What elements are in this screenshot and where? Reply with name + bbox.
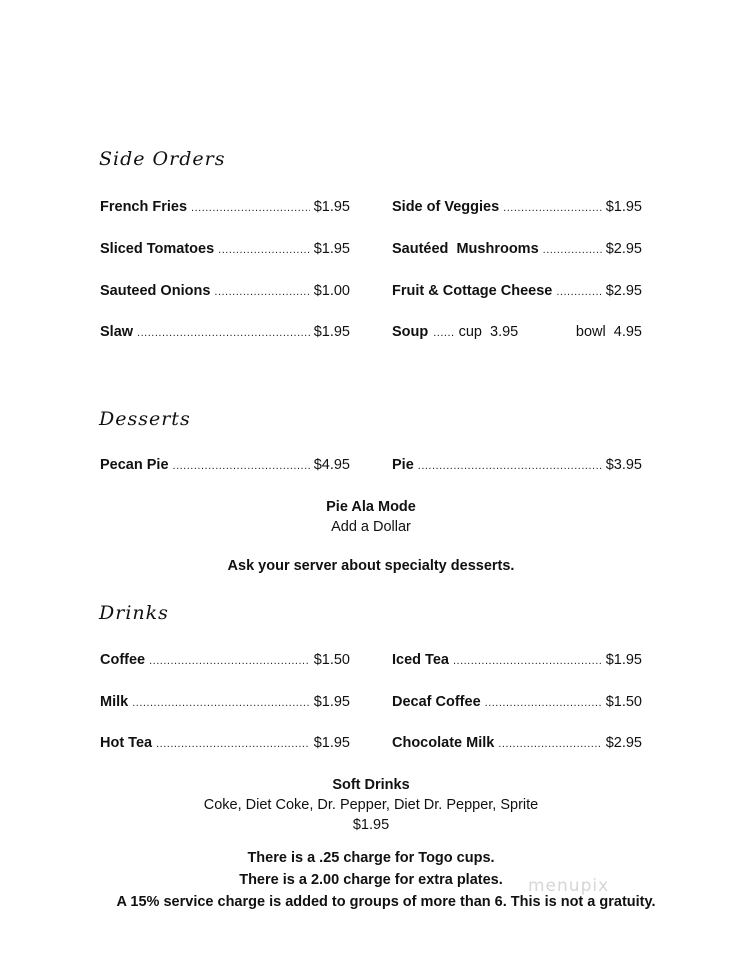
menu-item-slaw [100, 324, 350, 344]
notice-togo-cups: There is a .25 charge for Togo cups. [247, 850, 495, 866]
pie-ala-mode-title: Pie Ala Mode [326, 499, 416, 515]
soft-drinks-list: Coke, Diet Coke, Dr. Pepper, Diet Dr. Pepper, Sprite [203, 797, 539, 813]
item-price: $1.95 [605, 652, 642, 668]
item-price: $3.95 [605, 457, 642, 473]
menu-item-pecan-pie [100, 457, 350, 477]
notice-extra-plates: There is a 2.00 charge for extra plates. [239, 872, 503, 888]
menu-item-chocolate-milk [392, 735, 642, 755]
item-price: $1.95 [313, 324, 350, 340]
item-name: Chocolate Milk [392, 735, 495, 751]
menu-item-pie [392, 457, 642, 477]
item-name: Pie [392, 457, 414, 473]
item-name: Fruit & Cottage Cheese [392, 283, 553, 299]
specialty-desserts-note: Ask your server about specialty desserts. [227, 558, 515, 574]
item-name: Sauteed Onions [100, 283, 211, 299]
dot-leader: ...... [433, 327, 455, 339]
item-name: Decaf Coffee [392, 694, 481, 710]
menu-item-iced-tea [392, 652, 642, 672]
dot-leader [137, 327, 310, 339]
watermark: menupix [528, 876, 610, 896]
item-name: Coffee [100, 652, 146, 668]
soft-drinks-title: Soft Drinks [332, 777, 410, 793]
menu-item-fruit-cottage-cheese [392, 283, 642, 303]
dot-leader [149, 655, 310, 667]
dot-leader [156, 738, 310, 750]
item-name: Milk [100, 694, 129, 710]
item-name: Iced Tea [392, 652, 449, 668]
item-name: Slaw [100, 324, 134, 340]
menu-item-sauteed-onions [100, 283, 350, 303]
soft-drinks-price: $1.95 [352, 817, 390, 833]
item-price: $2.95 [605, 241, 642, 257]
dot-leader [214, 286, 309, 298]
desserts-heading: Desserts [99, 408, 191, 430]
item-price: $1.95 [605, 199, 642, 215]
menu-item-hot-tea [100, 735, 350, 755]
item-price: $1.00 [313, 283, 350, 299]
dot-leader [543, 244, 602, 256]
menu-item-french-fries [100, 199, 350, 219]
soup-cup-price: cup 3.95 [458, 324, 519, 340]
item-name: Hot Tea [100, 735, 153, 751]
notice-service-charge: A 15% service charge is added to groups of more than 6. This is not a gratuity. [116, 894, 656, 910]
item-name: French Fries [100, 199, 188, 215]
item-price: $1.95 [313, 694, 350, 710]
dot-leader [556, 286, 601, 298]
item-name: Sautéed Mushrooms [392, 241, 539, 257]
menu-item-decaf-coffee [392, 694, 642, 714]
dot-leader [453, 655, 602, 667]
item-price: $1.95 [313, 199, 350, 215]
dot-leader [132, 697, 310, 709]
dot-leader [191, 202, 310, 214]
dot-leader [503, 202, 602, 214]
item-price: $1.95 [313, 735, 350, 751]
item-price: $4.95 [313, 457, 350, 473]
dot-leader [485, 697, 602, 709]
item-name: Soup [392, 324, 429, 340]
dot-leader [418, 460, 602, 472]
dot-leader [498, 738, 601, 750]
item-price: $2.95 [605, 283, 642, 299]
menu-item-side-of-veggies [392, 199, 642, 219]
side-orders-heading: Side Orders [99, 148, 226, 170]
menu-item-sauteed-mushrooms [392, 241, 642, 261]
item-price: $2.95 [605, 735, 642, 751]
item-name: Pecan Pie [100, 457, 169, 473]
menu-item-sliced-tomatoes [100, 241, 350, 261]
menu-item-soup [392, 324, 642, 344]
item-price: $1.50 [605, 694, 642, 710]
item-name: Side of Veggies [392, 199, 500, 215]
soup-bowl-price: bowl 4.95 [575, 324, 642, 340]
menu-item-milk [100, 694, 350, 714]
item-name: Sliced Tomatoes [100, 241, 215, 257]
item-price: $1.50 [313, 652, 350, 668]
menu-item-coffee [100, 652, 350, 672]
pie-ala-mode-note: Add a Dollar [331, 519, 411, 535]
dot-leader [173, 460, 310, 472]
drinks-heading: Drinks [99, 602, 169, 624]
dot-leader [218, 244, 310, 256]
item-price: $1.95 [313, 241, 350, 257]
